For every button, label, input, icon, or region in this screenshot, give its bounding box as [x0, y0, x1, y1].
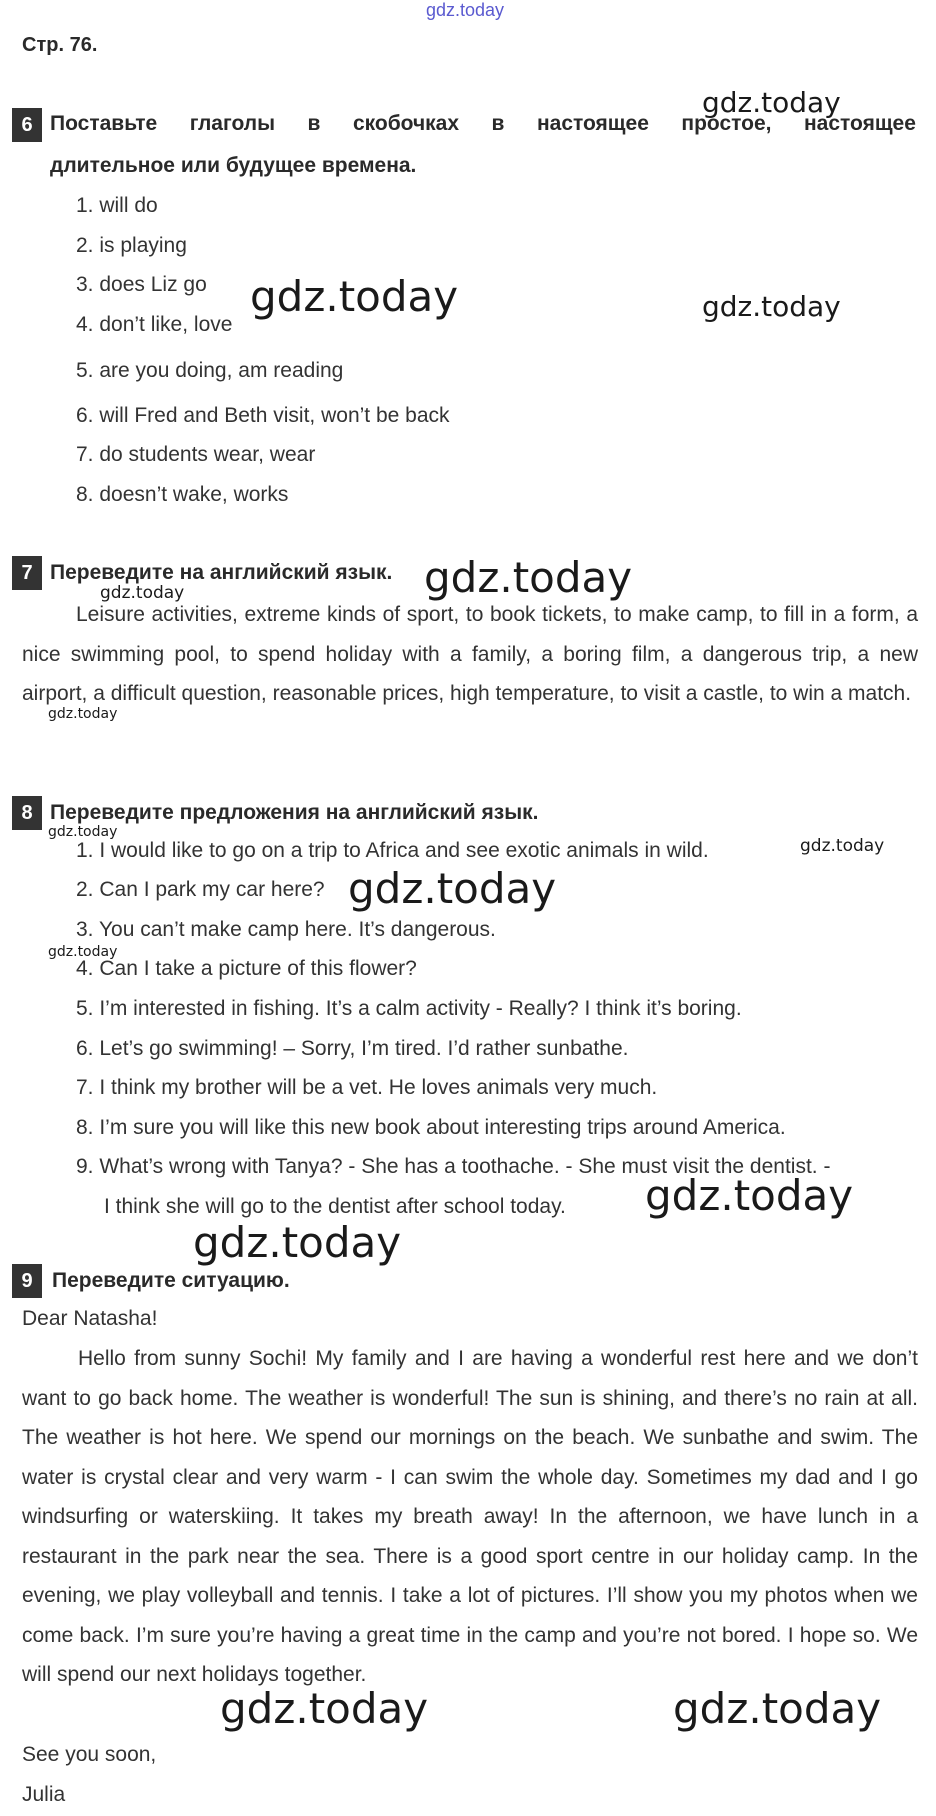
watermark: gdz.today	[48, 944, 118, 960]
exercise-number-9: 9	[12, 1264, 42, 1298]
site-watermark-top: gdz.today	[426, 0, 505, 20]
list-item: 1. I would like to go on a trip to Africa and see exotic animals in wild.	[76, 839, 709, 862]
list-item: 3. does Liz go	[76, 273, 207, 296]
list-item: 5. are you doing, am reading	[76, 359, 344, 382]
watermark: gdz.today	[193, 1218, 402, 1267]
watermark: gdz.today	[348, 864, 557, 913]
list-item: 4. don’t like, love	[76, 313, 233, 336]
watermark: gdz.today	[673, 1684, 882, 1733]
watermark: gdz.today	[250, 272, 459, 321]
exercise-number-8: 8	[12, 796, 42, 830]
list-item: 3. You can’t make camp here. It’s dangerous.	[76, 918, 496, 941]
heading-word: настоящее	[803, 112, 916, 135]
heading-word: глаголы	[189, 112, 276, 135]
exercise-7-heading: Переведите на английский язык.	[50, 561, 393, 584]
exercise-8-heading: Переведите предложения на английский язык.	[50, 801, 539, 824]
list-item: 9. What’s wrong with Tanya? - She has a toothache. - She must visit the dentist. -	[76, 1155, 831, 1178]
list-item: 6. will Fred and Beth visit, won’t be back	[76, 404, 450, 427]
exercise-number-7: 7	[12, 556, 42, 590]
list-item: 1. will do	[76, 194, 158, 217]
list-item: 8. I’m sure you will like this new book about interesting trips around America.	[76, 1116, 786, 1139]
watermark: gdz.today	[645, 1171, 854, 1220]
exercise-7-text: Leisure activities, extreme kinds of sport, to book tickets, to make camp, to fill in a form, a nice swimming pool, to spend holiday with a family, a boring film, a dangerous trip, a new airport, a difficult question, reasonable prices, high temperature, to visit a castle, to win a match.	[22, 603, 918, 705]
heading-word: Поставьте	[50, 112, 158, 135]
watermark: gdz.today	[702, 86, 841, 119]
heading-word: скобочках	[352, 112, 460, 135]
list-item: 8. doesn’t wake, works	[76, 483, 289, 506]
letter-body: Hello from sunny Sochi! My family and I are having a wonderful rest here and we don’t want to go back home. The weather is wonderful! The sun is shining, and there’s no rain at all. The weather is hot here. We spend our mornings on the beach. We sunbathe and swim. The water is crystal clear and very warm - I can swim the whole day. Sometimes my dad and I go windsurfing or waterskiing. It takes my breath away! In the afternoon, we have lunch in a restaurant in the park near the sea. There is a good sport centre in our holiday camp. In the evening, we play volleyball and tennis. I take a lot of pictures. I’ll show you my photos when we come back. I’m sure you’re having a great time in the camp and you’re not bored. I hope so. We will spend our next holidays together.	[22, 1347, 918, 1686]
list-item: 7. I think my brother will be a vet. He loves animals very much.	[76, 1076, 658, 1099]
heading-word: настоящее	[536, 112, 649, 135]
list-item: 7. do students wear, wear	[76, 443, 316, 466]
letter-greeting: Dear Natasha!	[22, 1307, 158, 1330]
list-item-continuation: I think she will go to the dentist after school today.	[104, 1195, 566, 1218]
exercise-6-heading	[50, 112, 916, 136]
list-item: 2. Can I park my car here?	[76, 878, 325, 901]
list-item: 6. Let’s go swimming! – Sorry, I’m tired. I’d rather sunbathe.	[76, 1037, 629, 1060]
list-item: 5. I’m interested in fishing. It’s a calm activity - Really? I think it’s boring.	[76, 997, 742, 1020]
exercise-number-6: 6	[12, 108, 42, 142]
watermark: gdz.today	[702, 290, 841, 323]
list-item: 4. Can I take a picture of this flower?	[76, 957, 417, 980]
heading-word: в	[307, 112, 321, 135]
watermark: gdz.today	[424, 553, 633, 602]
letter-closing: See you soon,	[22, 1743, 157, 1766]
exercise-6-heading-line2: длительное или будущее времена.	[50, 154, 417, 177]
heading-word: простое,	[681, 112, 772, 135]
list-item: 2. is playing	[76, 234, 187, 257]
letter-signature: Julia	[22, 1783, 66, 1806]
watermark: gdz.today	[100, 583, 185, 603]
exercise-9-heading: Переведите ситуацию.	[52, 1269, 290, 1292]
watermark: gdz.today	[220, 1684, 429, 1733]
page-reference: Стр. 76.	[22, 34, 98, 56]
heading-word: в	[491, 112, 505, 135]
watermark: gdz.today	[48, 824, 118, 840]
watermark: gdz.today	[800, 836, 885, 856]
watermark: gdz.today	[48, 706, 118, 722]
